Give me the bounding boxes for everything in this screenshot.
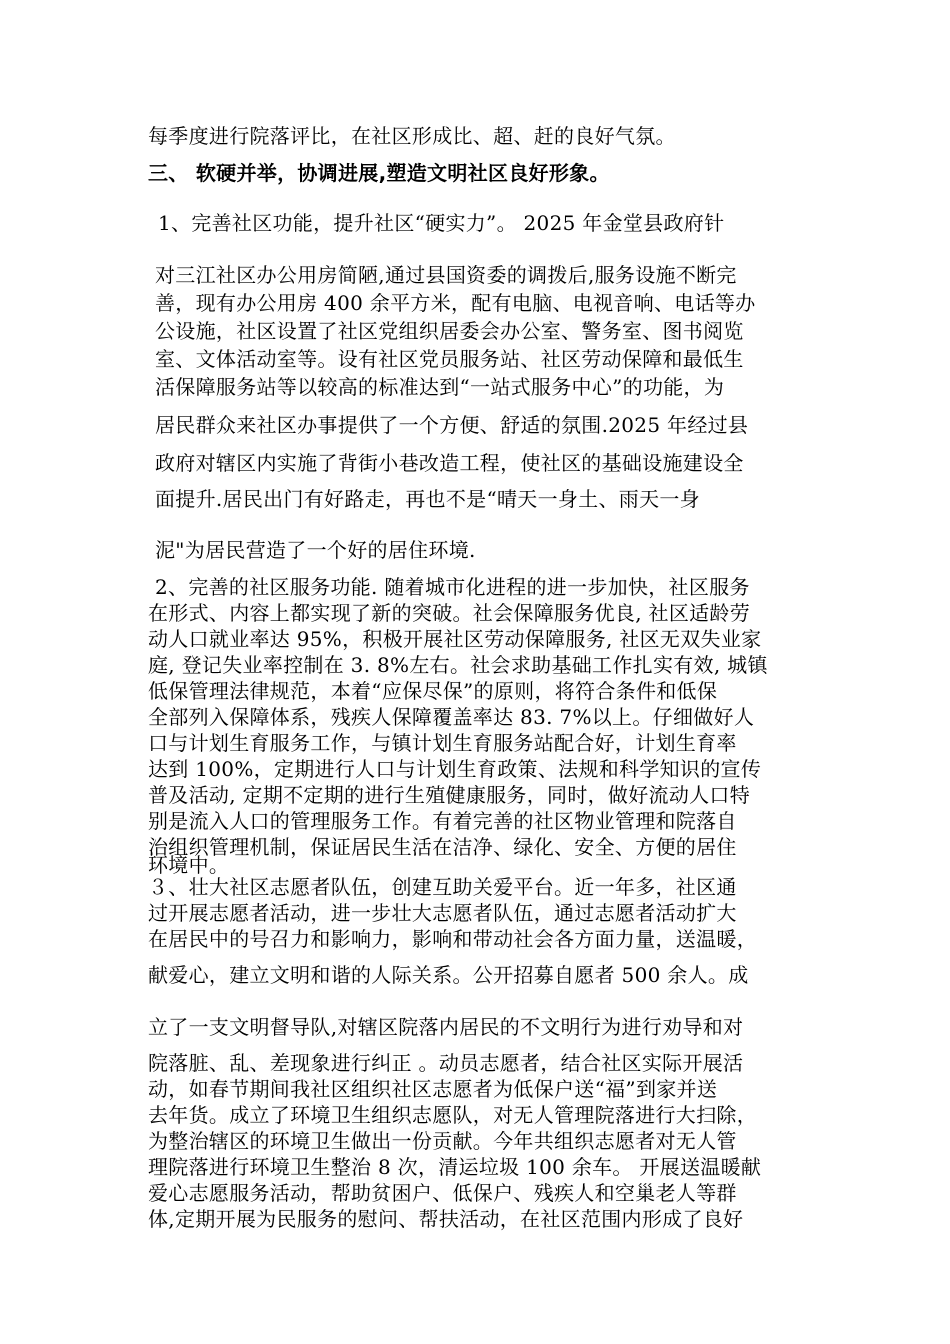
text-line: 献爱心，建立文明和谐的人际关系。公开招募自愿者 500 余人。成	[148, 963, 749, 987]
text-line: 口与计划生育服务工作，与镇计划生育服务站配合好，计划生育率	[148, 731, 737, 755]
text-line: 环境中。	[148, 853, 230, 877]
text-line: 对三江社区办公用房简陋,通过县国资委的调拨后,服务设施不断完	[155, 263, 737, 287]
text-line: 每季度进行院落评比，在社区形成比、超、赶的良好气氛。	[148, 124, 676, 148]
text-line: 居民群众来社区办事提供了一个方便、舒适的氛围.2025 年经过县	[155, 413, 749, 437]
text-line: 在居民中的号召力和影响力，影响和带动社会各方面力量，送温暖，	[148, 927, 757, 951]
text-line: 庭, 登记失业率控制在 3. 8%左右。社会求助基础工作扎实有效, 城镇	[148, 653, 768, 677]
text-line: 低保管理法律规范，本着“应保尽保”的原则，将符合条件和低保	[148, 679, 718, 703]
text-line: 活保障服务站等以较高的标准达到“一站式服务中心”的功能，为	[155, 375, 725, 399]
text-line: 善，现有办公用房 400 余平方米，配有电脑、电视音响、电话等办	[155, 291, 756, 315]
text-line: 在形式、内容上都实现了新的突破。社会保障服务优良, 社区适龄劳	[148, 601, 751, 625]
text-line: 2、完善的社区服务功能. 随着城市化进程的进一步加快，社区服务	[155, 575, 750, 599]
text-line: 院落脏、乱、差现象进行纠正 。动员志愿者，结合社区实际开展活	[148, 1051, 744, 1075]
section-heading: 三、 软硬并举，协调进展,塑造文明社区良好形象。	[148, 161, 610, 185]
text-line: 动，如春节期间我社区组织社区志愿者为低保户送“福”到家并送	[148, 1077, 718, 1101]
text-line: 过开展志愿者活动，进一步壮大志愿者队伍，通过志愿者活动扩大	[148, 901, 737, 925]
text-line: ３、壮大社区志愿者队伍，创建互助关爱平台。近一年多，社区通	[148, 875, 737, 899]
text-line: 政府对辖区内实施了背街小巷改造工程，使社区的基础设施建设全	[155, 451, 744, 475]
text-line: 面提升.居民出门有好路走，再也不是“晴天一身土、雨天一身	[155, 487, 700, 511]
text-line: 室、文体活动室等。设有社区党员服务站、社区劳动保障和最低生	[155, 347, 744, 371]
text-line: 公设施，社区设置了社区党组织居委会办公室、警务室、图书阅览	[155, 319, 744, 343]
text-line: 体,定期开展为民服务的慰问、帮扶活动，在社区范围内形成了良好	[148, 1207, 744, 1231]
text-line: 1、完善社区功能，提升社区“硬实力”。 2025 年金堂县政府针	[158, 211, 725, 235]
text-line: 别是流入人口的管理服务工作。有着完善的社区物业管理和院落自	[148, 809, 737, 833]
text-line: 理院落进行环境卫生整治 8 次，清运垃圾 100 余车。 开展送温暖献	[148, 1155, 762, 1179]
text-line: 去年货。成立了环境卫生组织志愿队，对无人管理院落进行大扫除，	[148, 1103, 757, 1127]
text-line: 泥"为居民营造了一个好的居住环境.	[155, 538, 476, 562]
text-line: 为整治辖区的环境卫生做出一份贡献。今年共组织志愿者对无人管	[148, 1129, 737, 1153]
text-line: 爱心志愿服务活动，帮助贫困户、低保户、残疾人和空巢老人等群	[148, 1181, 737, 1205]
text-line: 达到 100%，定期进行人口与计划生育政策、法规和科学知识的宣传	[148, 757, 762, 781]
text-line: 立了一支文明督导队,对辖区院落内居民的不文明行为进行劝导和对	[148, 1015, 744, 1039]
text-line: 治组织管理机制，保证居民生活在洁净、绿化、安全、方便的居住	[148, 835, 737, 859]
text-line: 普及活动, 定期不定期的进行生殖健康服务，同时，做好流动人口特	[148, 783, 751, 807]
text-line: 全部列入保障体系，残疾人保障覆盖率达 83. 7%以上。仔细做好人	[148, 705, 755, 729]
text-line: 动人口就业率达 95%，积极开展社区劳动保障服务, 社区无双失业家	[148, 627, 762, 651]
